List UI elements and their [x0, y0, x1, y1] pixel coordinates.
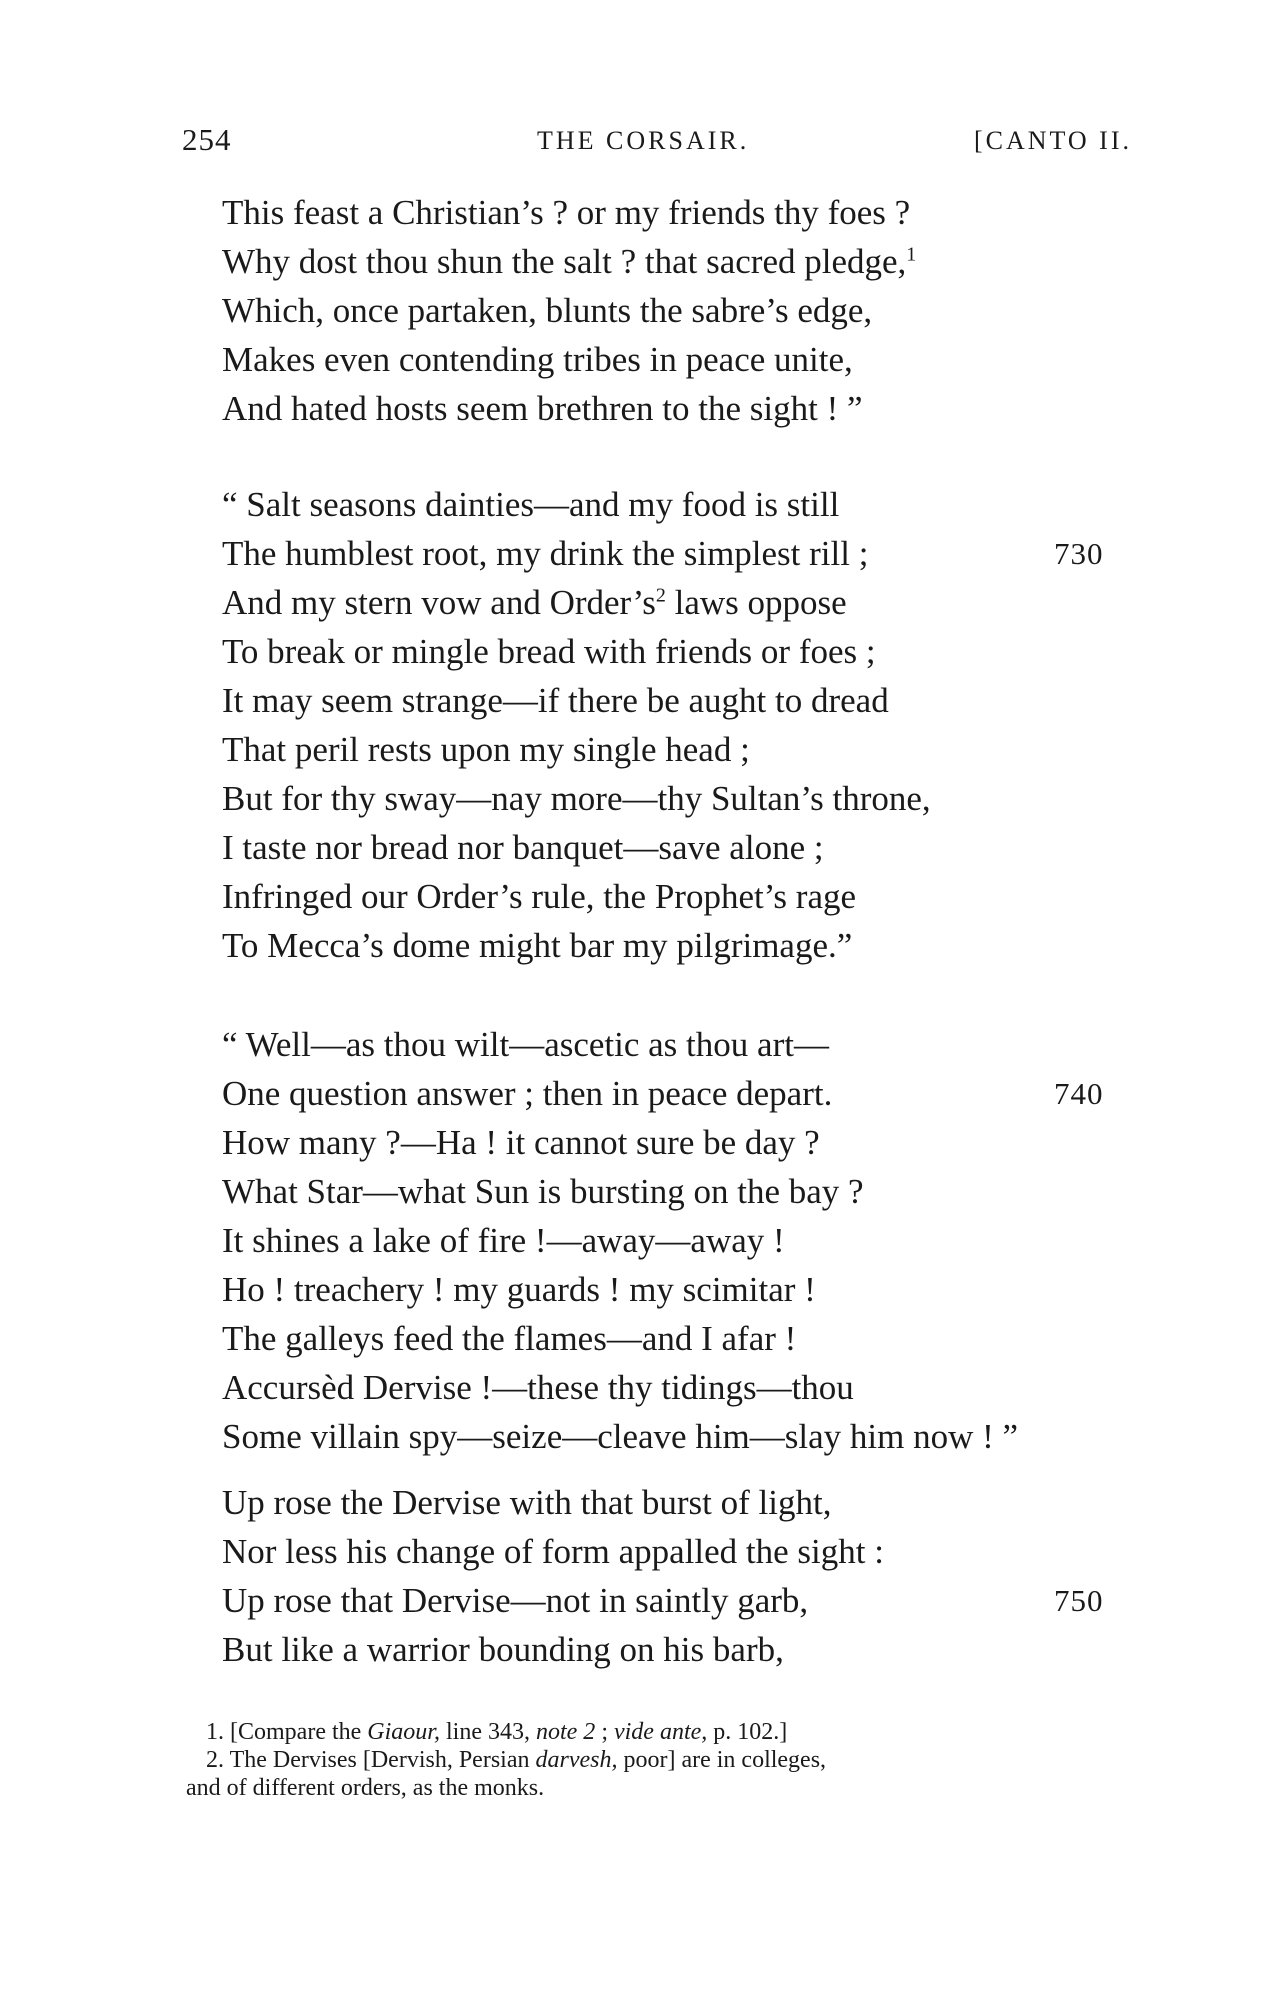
- verse-line: [222, 921, 1122, 970]
- verse-line: [222, 676, 1122, 725]
- verse-text: This feast a Christian’s ? or my friends thy foes ?: [222, 193, 911, 232]
- verse-text: Accursèd Dervise !—these thy tidings—thou: [222, 1368, 854, 1407]
- verse-line: [222, 1625, 1122, 1674]
- canto-label: [CANTO II.: [973, 126, 1132, 155]
- verse-text: The humblest root, my drink the simplest rill ;: [222, 534, 869, 573]
- stanza: [222, 1478, 1122, 1674]
- verse-text: Makes even contending tribes in peace unite,: [222, 340, 853, 379]
- verse-text: And my stern vow and Order’s: [222, 583, 656, 622]
- verse-text: Infringed our Order’s rule, the Prophet’s rage: [222, 877, 857, 916]
- verse-text: Up rose that Dervise—not in saintly garb,: [222, 1581, 809, 1620]
- verse-text: laws oppose: [665, 583, 847, 622]
- verse-line: [222, 237, 1122, 286]
- verse-text: To Mecca’s dome might bar my pilgrimage.”: [222, 926, 853, 965]
- verse-text: Nor less his change of form appalled the sight :: [222, 1532, 884, 1571]
- footnote-2: [186, 1746, 1132, 1774]
- verse-text: But like a warrior bounding on his barb,: [222, 1630, 784, 1669]
- footnote-text: poor] are in colleges,: [617, 1747, 827, 1773]
- verse-line: [222, 1314, 1122, 1363]
- running-title: THE CORSAIR.: [537, 126, 750, 155]
- verse-text: That peril rests upon my single head ;: [222, 730, 750, 769]
- verse-line: [222, 627, 1122, 676]
- verse-line: [222, 872, 1122, 921]
- verse-line: [222, 1020, 1122, 1069]
- line-number: 750: [1054, 1583, 1104, 1618]
- verse-text: What Star—what Sun is bursting on the bay ?: [222, 1172, 864, 1211]
- verse-text: But for thy sway—nay more—thy Sultan’s throne,: [222, 779, 931, 818]
- verse-text: How many ?—Ha ! it cannot sure be day ?: [222, 1123, 820, 1162]
- verse-line: [222, 1363, 1122, 1412]
- verse-text: “ Well—as thou wilt—ascetic as thou art—: [222, 1025, 829, 1064]
- verse-text: One question answer ; then in peace depart.: [222, 1074, 833, 1113]
- verse-line: [222, 286, 1122, 335]
- verse-line: [222, 384, 1122, 433]
- footnote-text: line 343,: [439, 1719, 536, 1745]
- verse-text: To break or mingle bread with friends or foes ;: [222, 632, 876, 671]
- stanza: [222, 188, 1122, 433]
- verse-text: It shines a lake of fire !—away—away !: [222, 1221, 785, 1260]
- footnote-2-continued: and of different orders, as the monks.: [186, 1775, 545, 1801]
- verse-line: [222, 480, 1122, 529]
- footnote-marker: 2.: [206, 1747, 224, 1773]
- footnote-text: ;: [595, 1719, 614, 1745]
- footnote-ref: 1: [906, 243, 917, 266]
- verse-line: [222, 1069, 1122, 1118]
- footnote-italic: Giaour,: [367, 1719, 440, 1745]
- verse-text: Up rose the Dervise with that burst of light,: [222, 1483, 832, 1522]
- line-number: 740: [1054, 1076, 1104, 1111]
- running-header: [182, 122, 1132, 162]
- verse-line: [222, 1118, 1122, 1167]
- footnote-text: The Dervises [Dervish, Persian: [224, 1747, 536, 1773]
- footnote-ref: 2: [655, 584, 666, 607]
- verse-text: I taste nor bread nor banquet—save alone ;: [222, 828, 824, 867]
- verse-text: “ Salt seasons dainties—and my food is still: [222, 485, 840, 524]
- stanza: [222, 480, 1122, 970]
- stanza: [222, 1020, 1122, 1461]
- verse-line: [222, 1478, 1122, 1527]
- footnote-1: [186, 1718, 1132, 1746]
- footnote-italic: darvesh,: [535, 1747, 618, 1773]
- footnote-text: [Compare the: [224, 1719, 368, 1745]
- verse-line: [222, 725, 1122, 774]
- verse-line: [222, 1412, 1122, 1461]
- verse-line: [222, 1576, 1122, 1625]
- verse-line: [222, 578, 1122, 627]
- verse-text: Ho ! treachery ! my guards ! my scimitar !: [222, 1270, 816, 1309]
- verse-line: [222, 335, 1122, 384]
- verse-text: It may seem strange—if there be aught to dread: [222, 681, 889, 720]
- verse-text: And hated hosts seem brethren to the sight ! ”: [222, 389, 863, 428]
- footnotes: [186, 1718, 1132, 1802]
- verse-text: The galleys feed the flames—and I afar !: [222, 1319, 797, 1358]
- verse-line: [222, 1265, 1122, 1314]
- footnote-italic: vide ante,: [613, 1719, 708, 1745]
- footnote-text: p. 102.]: [707, 1719, 788, 1745]
- line-number: 730: [1054, 536, 1104, 571]
- verse-text: Why dost thou shun the salt ? that sacred pledge,: [222, 242, 907, 281]
- page-number: 254: [182, 122, 232, 157]
- verse-line: [222, 188, 1122, 237]
- verse-line: [222, 529, 1122, 578]
- footnote-italic: note 2: [535, 1719, 596, 1745]
- verse-line: [222, 1527, 1122, 1576]
- verse-text: Which, once partaken, blunts the sabre’s edge,: [222, 291, 873, 330]
- footnote-marker: 1.: [206, 1719, 224, 1745]
- verse-line: [222, 774, 1122, 823]
- verse-text: Some villain spy—seize—cleave him—slay him now ! ”: [222, 1417, 1019, 1456]
- verse-line: [222, 1167, 1122, 1216]
- verse-line: [222, 1216, 1122, 1265]
- verse-line: [222, 823, 1122, 872]
